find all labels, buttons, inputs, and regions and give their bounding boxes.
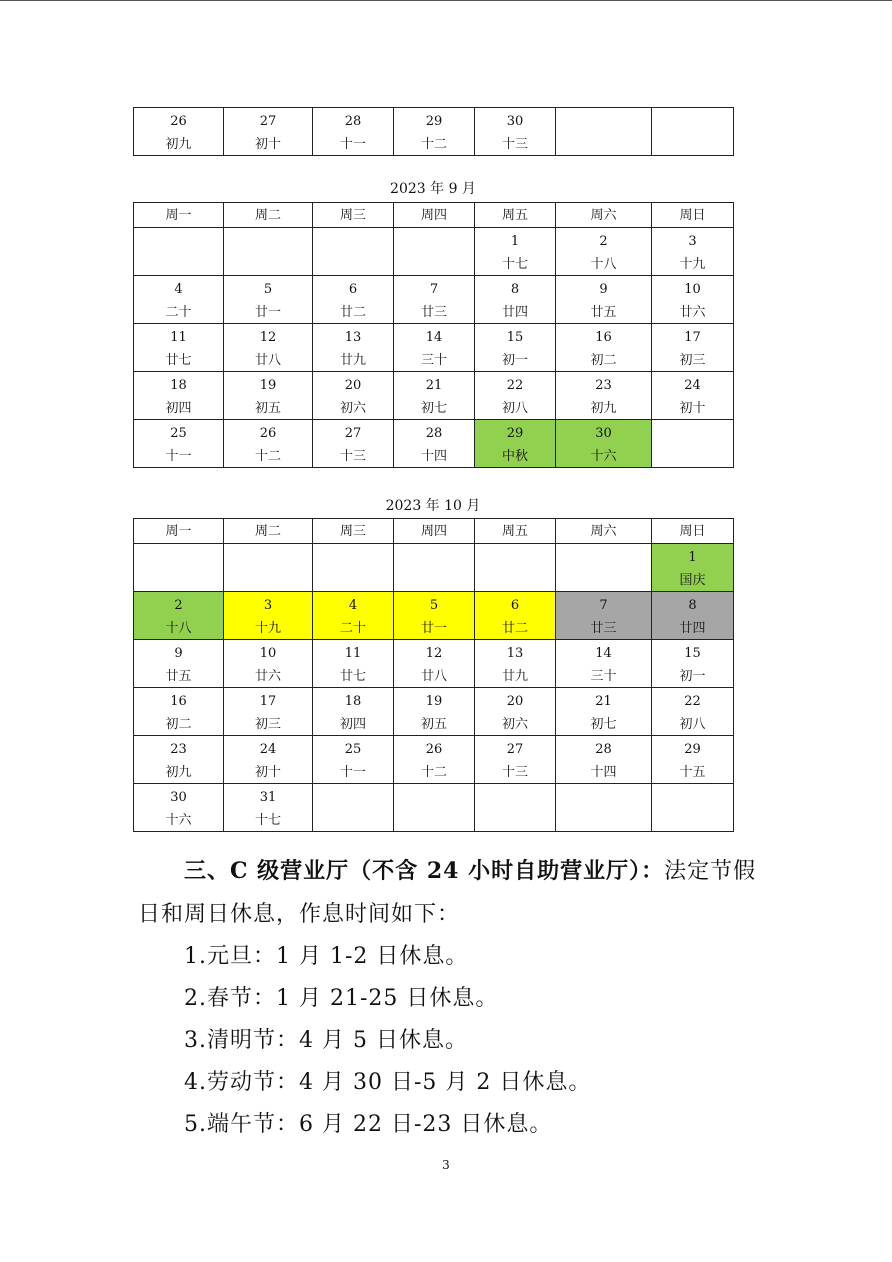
lunar-date: 初五 [254, 401, 281, 416]
section-line-2: 日和周日休息，作息时间如下： [138, 902, 461, 927]
lunar-date [475, 814, 555, 828]
day-number: 26 [170, 114, 187, 129]
day-number: 6 [510, 598, 520, 613]
weekday-header: 周日 [652, 519, 734, 544]
lunar-date [556, 574, 651, 588]
october-title: 2023 年 10 月 [385, 498, 481, 514]
day-number [134, 551, 223, 565]
lunar-date: 廿七 [165, 353, 192, 368]
day-number: 25 [170, 426, 187, 441]
day-number: 10 [259, 646, 277, 661]
lunar-date: 十二 [254, 449, 281, 464]
day-cell [134, 784, 224, 832]
lunar-date: 初九 [590, 401, 617, 416]
day-number: 22 [506, 378, 524, 393]
day-cell [556, 592, 652, 640]
day-cell [134, 276, 224, 324]
lunar-date: 十四 [420, 449, 447, 464]
september-title: 2023 年 9 月 [390, 181, 476, 197]
day-cell [475, 420, 556, 468]
day-number: 16 [170, 694, 187, 709]
weekday-header: 周二 [224, 203, 313, 228]
lunar-date: 初六 [501, 717, 528, 732]
empty-day-cell [394, 228, 475, 276]
section-heading-line [184, 854, 756, 885]
day-number: 17 [259, 694, 277, 709]
day-cell [394, 736, 475, 784]
day-number: 27 [506, 742, 524, 757]
day-number [475, 551, 555, 565]
empty-day-cell [394, 544, 475, 592]
day-number [652, 791, 733, 805]
lunar-date: 十三 [501, 765, 528, 780]
lunar-date: 廿一 [254, 305, 281, 320]
empty-day-cell [556, 108, 652, 156]
lunar-date: 十七 [254, 813, 281, 828]
lunar-date: 廿三 [590, 621, 617, 636]
lunar-date: 初八 [501, 401, 528, 416]
weekday-header: 周六 [556, 519, 652, 544]
day-cell [224, 420, 313, 468]
lunar-date: 初一 [501, 353, 528, 368]
lunar-date: 初十 [254, 765, 281, 780]
empty-day-cell [652, 420, 734, 468]
day-number [224, 235, 312, 249]
day-number [394, 551, 474, 565]
lunar-date [313, 814, 393, 828]
day-number: 30 [595, 426, 612, 441]
day-number: 29 [425, 114, 443, 129]
week-row [134, 784, 734, 832]
day-number: 20 [344, 378, 362, 393]
lunar-date: 中秋 [501, 449, 528, 464]
lunar-date: 十三 [501, 137, 528, 152]
holiday-item: 4.劳动节：4 月 30 日-5 月 2 日休息。 [184, 1070, 592, 1095]
day-cell [313, 324, 394, 372]
day-cell [652, 640, 734, 688]
weekday-header: 周一 [134, 203, 224, 228]
day-cell [475, 688, 556, 736]
day-cell [224, 736, 313, 784]
day-cell [394, 420, 475, 468]
day-number [475, 791, 555, 805]
lunar-date: 初七 [590, 717, 617, 732]
section-heading: 三、C 级营业厅（不含 24 小时自助营业厅）： [184, 858, 665, 884]
lunar-date: 廿四 [501, 305, 528, 320]
page-number: 3 [442, 1158, 450, 1172]
day-number: 30 [170, 790, 187, 805]
week-row [134, 544, 734, 592]
weekday-header: 周五 [475, 203, 556, 228]
day-number: 12 [425, 646, 443, 661]
section-heading-tail: 法定节假 [664, 859, 757, 884]
lunar-date: 初三 [679, 353, 706, 368]
day-number: 1 [688, 550, 697, 565]
lunar-date: 十二 [420, 765, 447, 780]
day-number: 12 [259, 330, 277, 345]
day-cell [134, 372, 224, 420]
weekday-header: 周一 [134, 519, 224, 544]
day-number: 28 [425, 426, 443, 441]
day-number: 11 [344, 646, 362, 661]
day-cell [652, 688, 734, 736]
day-number: 21 [425, 378, 443, 393]
lunar-date: 廿五 [165, 669, 192, 684]
day-cell [475, 592, 556, 640]
lunar-date: 初二 [590, 353, 617, 368]
day-number [313, 551, 393, 565]
lunar-date [313, 574, 393, 588]
holiday-item: 1.元旦：1 月 1-2 日休息。 [184, 944, 469, 969]
day-cell [313, 640, 394, 688]
holiday-item: 5.端午节：6 月 22 日-23 日休息。 [184, 1112, 553, 1137]
lunar-date [394, 574, 474, 588]
week-row [134, 640, 734, 688]
september-calendar [133, 202, 734, 468]
day-number: 30 [506, 114, 524, 129]
day-cell [313, 736, 394, 784]
day-cell [224, 688, 313, 736]
day-number [394, 235, 474, 249]
lunar-date: 廿二 [501, 621, 528, 636]
day-cell [224, 640, 313, 688]
day-cell [556, 324, 652, 372]
lunar-date [134, 574, 223, 588]
day-number: 18 [344, 694, 362, 709]
day-number: 28 [595, 742, 612, 757]
lunar-date: 廿八 [420, 669, 447, 684]
day-cell [394, 640, 475, 688]
lunar-date: 十九 [254, 621, 281, 636]
week-row [134, 372, 734, 420]
day-number: 23 [595, 378, 612, 393]
lunar-date: 三十 [590, 669, 617, 684]
week-row [134, 592, 734, 640]
day-number: 6 [348, 282, 358, 297]
day-cell [313, 420, 394, 468]
lunar-date: 十五 [679, 765, 706, 780]
day-number: 8 [688, 598, 697, 613]
day-cell [134, 736, 224, 784]
lunar-date [475, 574, 555, 588]
day-cell [134, 324, 224, 372]
day-number: 14 [595, 646, 612, 661]
day-number: 17 [684, 330, 701, 345]
day-number: 5 [263, 282, 273, 297]
day-cell [475, 108, 556, 156]
day-number: 16 [595, 330, 612, 345]
day-number: 25 [344, 742, 362, 757]
day-number: 22 [684, 694, 701, 709]
day-number: 4 [348, 598, 358, 613]
lunar-date [313, 258, 393, 272]
day-number: 7 [429, 282, 439, 297]
lunar-date: 十七 [501, 257, 528, 272]
day-number: 4 [174, 282, 183, 297]
day-number: 14 [425, 330, 443, 345]
lunar-date [652, 814, 733, 828]
day-cell [475, 640, 556, 688]
day-number: 5 [429, 598, 439, 613]
lunar-date [556, 814, 651, 828]
lunar-date [134, 258, 223, 272]
day-cell [224, 592, 313, 640]
day-number: 9 [599, 282, 608, 297]
weekday-header: 周四 [394, 203, 475, 228]
weekday-header: 周二 [224, 519, 313, 544]
empty-day-cell [313, 544, 394, 592]
day-number [313, 791, 393, 805]
day-number: 3 [263, 598, 273, 613]
lunar-date [652, 450, 733, 464]
weekday-header-row [134, 519, 734, 544]
lunar-date: 初四 [339, 717, 366, 732]
day-number: 10 [684, 282, 701, 297]
day-number: 1 [510, 234, 520, 249]
day-cell [313, 276, 394, 324]
day-number [652, 427, 733, 441]
day-cell [652, 544, 734, 592]
day-cell [556, 228, 652, 276]
day-cell [134, 420, 224, 468]
weekday-header: 周四 [394, 519, 475, 544]
day-cell [394, 108, 475, 156]
day-number: 2 [599, 234, 608, 249]
day-number [313, 235, 393, 249]
day-number: 26 [259, 426, 277, 441]
day-cell [652, 372, 734, 420]
lunar-date: 初九 [165, 137, 192, 152]
day-cell [652, 228, 734, 276]
august-calendar-tail [133, 107, 734, 156]
lunar-date: 初八 [679, 717, 706, 732]
day-number: 24 [259, 742, 277, 757]
weekday-header: 周三 [313, 203, 394, 228]
day-cell [394, 372, 475, 420]
day-cell [134, 108, 224, 156]
day-number: 15 [684, 646, 701, 661]
day-cell [556, 736, 652, 784]
weekday-header-row [134, 203, 734, 228]
lunar-date: 廿一 [420, 621, 447, 636]
lunar-date: 廿八 [254, 353, 281, 368]
day-number: 8 [510, 282, 520, 297]
day-cell [556, 640, 652, 688]
day-number: 7 [599, 598, 608, 613]
empty-day-cell [313, 784, 394, 832]
lunar-date: 廿二 [339, 305, 366, 320]
day-number [134, 235, 223, 249]
empty-day-cell [134, 228, 224, 276]
day-cell [224, 276, 313, 324]
lunar-date: 廿九 [501, 669, 528, 684]
day-number: 19 [259, 378, 277, 393]
day-number: 20 [506, 694, 524, 709]
lunar-date: 十八 [590, 257, 617, 272]
day-number: 19 [425, 694, 443, 709]
lunar-date: 廿五 [590, 305, 617, 320]
empty-day-cell [224, 544, 313, 592]
day-cell [134, 640, 224, 688]
week-row [134, 228, 734, 276]
day-number [394, 791, 474, 805]
weekday-header: 周三 [313, 519, 394, 544]
lunar-date: 初四 [165, 401, 192, 416]
day-cell [394, 276, 475, 324]
day-cell [556, 276, 652, 324]
day-number [652, 115, 733, 129]
day-number: 18 [170, 378, 187, 393]
day-cell [475, 372, 556, 420]
day-cell [652, 592, 734, 640]
lunar-date [652, 138, 733, 152]
lunar-date: 十六 [590, 449, 617, 464]
weekday-header: 周六 [556, 203, 652, 228]
week-row [134, 276, 734, 324]
day-cell [394, 688, 475, 736]
lunar-date: 二十 [165, 305, 192, 320]
day-cell [652, 324, 734, 372]
day-cell [313, 592, 394, 640]
day-number: 2 [174, 598, 183, 613]
day-number [556, 551, 651, 565]
day-cell [313, 372, 394, 420]
lunar-date: 十一 [339, 137, 366, 152]
day-cell [652, 736, 734, 784]
lunar-date: 十一 [339, 765, 366, 780]
day-number: 31 [259, 790, 277, 805]
empty-day-cell [224, 228, 313, 276]
day-number: 26 [425, 742, 443, 757]
day-number: 13 [344, 330, 362, 345]
day-cell [394, 592, 475, 640]
day-cell [652, 276, 734, 324]
day-number: 24 [684, 378, 701, 393]
day-cell [556, 420, 652, 468]
week-row [134, 736, 734, 784]
weekday-header: 周五 [475, 519, 556, 544]
day-cell [556, 688, 652, 736]
day-cell [224, 372, 313, 420]
day-cell [475, 228, 556, 276]
day-cell [313, 108, 394, 156]
lunar-date: 初五 [420, 717, 447, 732]
lunar-date: 廿七 [339, 669, 366, 684]
lunar-date: 初六 [339, 401, 366, 416]
day-number: 28 [344, 114, 362, 129]
day-number: 15 [506, 330, 524, 345]
empty-day-cell [134, 544, 224, 592]
day-number: 27 [259, 114, 277, 129]
lunar-date: 三十 [420, 353, 447, 368]
empty-day-cell [556, 544, 652, 592]
day-cell [475, 324, 556, 372]
week-row [134, 688, 734, 736]
page-top-border [0, 0, 892, 1]
lunar-date: 十三 [339, 449, 366, 464]
day-cell [224, 784, 313, 832]
lunar-date: 廿六 [679, 305, 706, 320]
empty-day-cell [313, 228, 394, 276]
lunar-date [224, 574, 312, 588]
empty-day-cell [652, 108, 734, 156]
day-cell [224, 324, 313, 372]
lunar-date: 十九 [679, 257, 706, 272]
day-number: 29 [684, 742, 701, 757]
weekday-header: 周日 [652, 203, 734, 228]
week-row [134, 108, 734, 156]
day-number: 29 [506, 426, 524, 441]
day-cell [224, 108, 313, 156]
day-cell [313, 688, 394, 736]
day-number: 27 [344, 426, 362, 441]
day-number: 23 [170, 742, 187, 757]
lunar-date: 廿九 [339, 353, 366, 368]
week-row [134, 324, 734, 372]
lunar-date: 初七 [420, 401, 447, 416]
day-number: 13 [506, 646, 524, 661]
lunar-date: 国庆 [679, 573, 706, 588]
lunar-date: 二十 [339, 621, 366, 636]
lunar-date: 初十 [679, 401, 706, 416]
empty-day-cell [556, 784, 652, 832]
lunar-date: 廿四 [679, 621, 706, 636]
lunar-date: 十一 [165, 449, 192, 464]
day-number: 9 [174, 646, 183, 661]
empty-day-cell [475, 544, 556, 592]
day-number [556, 115, 651, 129]
lunar-date: 十二 [420, 137, 447, 152]
lunar-date [394, 258, 474, 272]
day-number: 21 [595, 694, 612, 709]
day-number: 3 [688, 234, 697, 249]
lunar-date [556, 138, 651, 152]
lunar-date: 初十 [254, 137, 281, 152]
lunar-date: 初三 [254, 717, 281, 732]
day-cell [556, 372, 652, 420]
day-cell [475, 276, 556, 324]
day-cell [475, 736, 556, 784]
lunar-date: 十六 [165, 813, 192, 828]
lunar-date: 初二 [165, 717, 192, 732]
holiday-item: 3.清明节：4 月 5 日休息。 [184, 1028, 468, 1053]
day-number [556, 791, 651, 805]
lunar-date [394, 814, 474, 828]
day-number: 11 [170, 330, 187, 345]
lunar-date [224, 258, 312, 272]
holiday-item: 2.春节：1 月 21-25 日休息。 [184, 986, 499, 1011]
lunar-date: 初九 [165, 765, 192, 780]
empty-day-cell [394, 784, 475, 832]
empty-day-cell [652, 784, 734, 832]
empty-day-cell [475, 784, 556, 832]
lunar-date: 初一 [679, 669, 706, 684]
lunar-date: 十八 [165, 621, 192, 636]
week-row [134, 420, 734, 468]
lunar-date: 十四 [590, 765, 617, 780]
lunar-date: 廿六 [254, 669, 281, 684]
day-number [224, 551, 312, 565]
day-cell [134, 592, 224, 640]
october-calendar [133, 518, 734, 832]
lunar-date: 廿三 [420, 305, 447, 320]
day-cell [134, 688, 224, 736]
day-cell [394, 324, 475, 372]
